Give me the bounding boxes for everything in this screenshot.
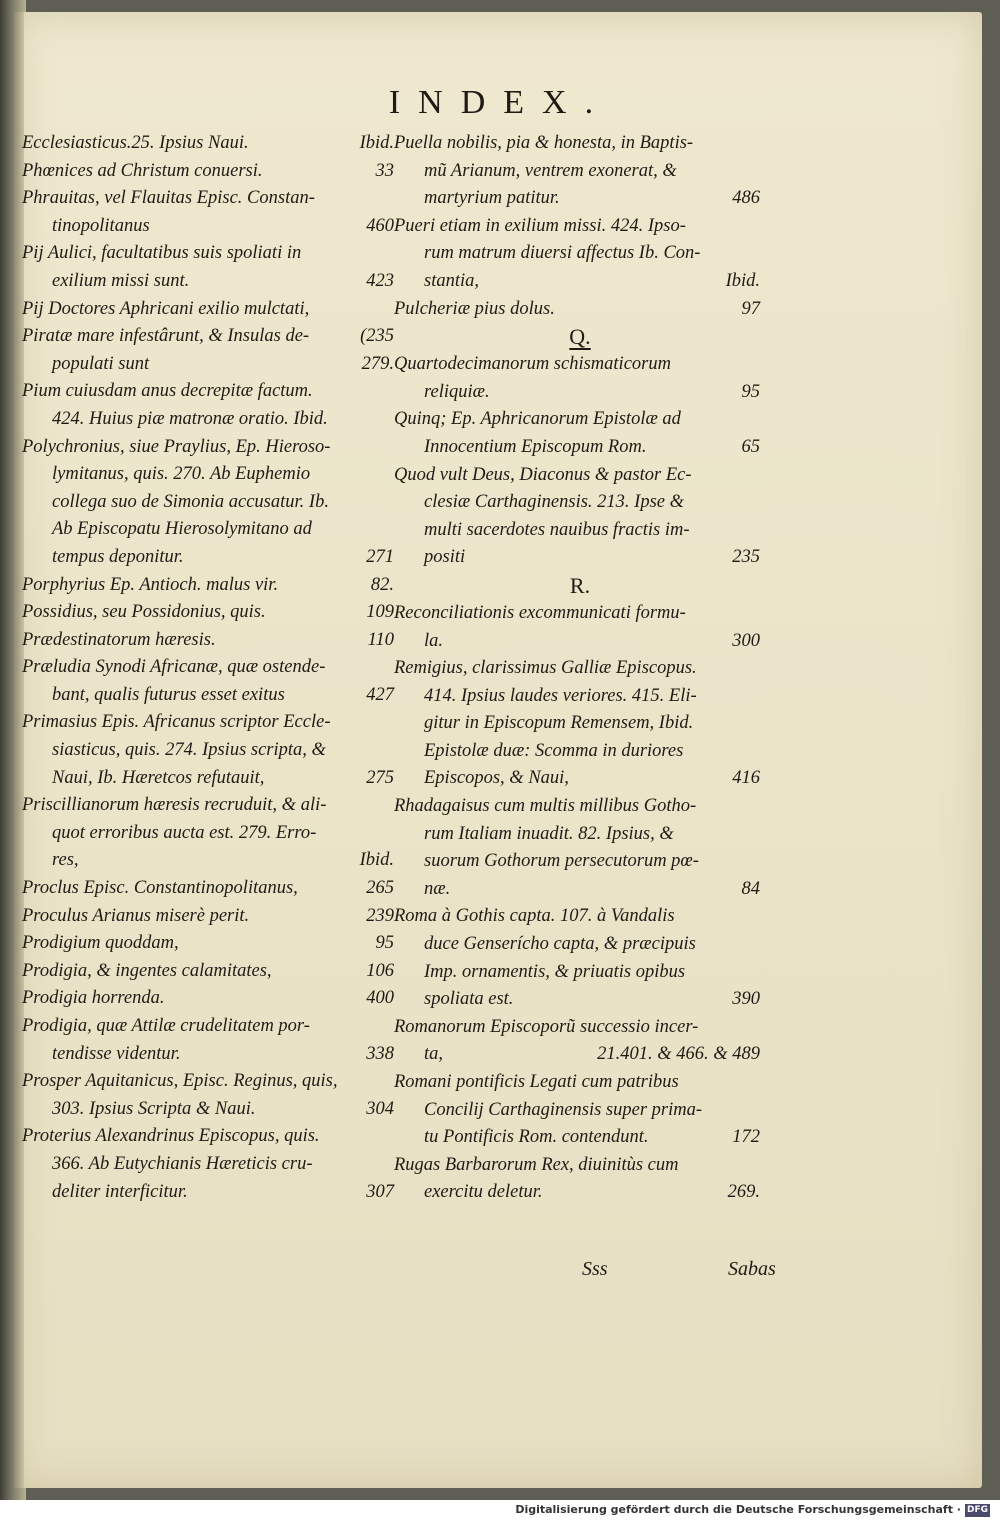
page-reference: 239 (366, 905, 394, 926)
entry-line (394, 489, 766, 517)
digitization-credit (0, 1503, 990, 1521)
entry-line (394, 517, 766, 545)
page-reference: 304 (366, 1098, 394, 1119)
section-letter: R. (569, 572, 591, 598)
index-entry (22, 240, 400, 295)
entry-text: Remigius, clarissimus Galliæ Episcopus. (394, 658, 697, 679)
entry-line (22, 599, 400, 627)
dfg-logo: DFG (966, 1504, 988, 1515)
entry-text: quot erroribus aucta est. 279. Erro- (52, 822, 317, 843)
entry-text: Possidius, seu Possidonius, quis. (22, 602, 266, 623)
entry-line (394, 158, 766, 186)
entry-line (22, 654, 400, 682)
index-entry (22, 930, 400, 958)
entry-text: ta, (424, 1044, 444, 1065)
signature-mark: Sss (582, 1258, 608, 1280)
entry-text: Porphyrius Ep. Antioch. malus vir. (22, 574, 279, 595)
entry-text: Prodigia, & ingentes calamitates, (22, 960, 272, 981)
index-entry (394, 296, 766, 324)
entry-text: Pij Aulici, facultatibus suis spoliati in (22, 243, 302, 264)
entry-text: multi sacerdotes nauibus fractis im- (424, 519, 690, 540)
entry-line (22, 461, 400, 489)
entry-text: Proterius Alexandrinus Episcopus, quis. (22, 1126, 320, 1147)
page-reference: 300 (732, 630, 760, 651)
page-reference: Ibid. (725, 270, 760, 291)
entry-text: Primasius Epis. Africanus scriptor Eccle- (22, 712, 331, 733)
entry-text: Rugas Barbarorum Rex, diuinitùs cum (394, 1154, 679, 1175)
page-reference: 307 (366, 1181, 394, 1202)
entry-text: Puella nobilis, pia & honesta, in Baptis- (394, 133, 694, 153)
entry-line (22, 1096, 400, 1124)
entry-line (22, 1179, 400, 1207)
entry-text: Episcopos, & Naui, (424, 768, 569, 789)
index-entry (22, 323, 400, 378)
entry-text: clesiæ Carthaginensis. 213. Ipse & (424, 492, 685, 513)
entry-line (394, 1179, 766, 1207)
entry-text: rum Italiam inuadit. 82. Ipsius, & (424, 823, 674, 844)
index-entry (22, 1013, 400, 1068)
page-footer-catchwords (0, 1258, 1000, 1288)
entry-text: exercitu deletur. (424, 1182, 543, 1203)
entry-line (394, 793, 766, 821)
entry-text: la. (424, 630, 444, 651)
entry-text: duce Genserícho capta, & præcipuis (424, 934, 696, 955)
entry-line (394, 1041, 766, 1069)
index-entry (394, 406, 766, 461)
entry-line (394, 268, 766, 296)
entry-text: Roma à Gothis capta. 107. à Vandalis (394, 906, 675, 927)
entry-line (394, 628, 766, 656)
entry-line (394, 213, 766, 241)
page-reference: 265 (366, 878, 394, 899)
entry-line (394, 130, 766, 158)
entry-text: Reconciliationis excommunicati formu- (394, 602, 686, 623)
entry-text: Innocentium Episcopum Rom. (424, 436, 647, 457)
index-entry (394, 1069, 766, 1152)
entry-line (394, 185, 766, 213)
entry-text: Piratæ mare infestârunt, & Insulas de- (22, 326, 310, 347)
entry-line (394, 296, 766, 324)
entry-line (394, 379, 766, 407)
entry-text: Pueri etiam in exilium missi. 424. Ipso- (394, 215, 686, 236)
page-reference: 416 (732, 768, 760, 789)
page-reference: 21.401. & 466. & 489 (597, 1044, 760, 1065)
index-entry (394, 462, 766, 572)
entry-text: Pij Doctores Aphricani exilio mulctati, (22, 298, 310, 319)
entry-line (22, 903, 400, 931)
entry-text: siasticus, quis. 274. Ipsius scripta, & (52, 740, 326, 761)
page-reference: 235 (732, 547, 760, 568)
entry-line (22, 185, 400, 213)
index-entry (394, 1014, 766, 1069)
entry-line (394, 765, 766, 793)
entry-text: Ab Episcopatu Hierosolymitano ad (52, 519, 312, 540)
index-entry (22, 958, 400, 986)
entry-text: 366. Ab Eutychianis Hæreticis cru- (52, 1153, 313, 1174)
index-entry (22, 903, 400, 931)
entry-text: 414. Ipsius laudes veriores. 415. Eli- (424, 685, 697, 706)
entry-text: stantia, (424, 270, 479, 291)
page-reference: 486 (732, 188, 760, 209)
entry-text: tendisse videntur. (52, 1043, 181, 1064)
entry-line (22, 323, 400, 351)
entry-line (394, 434, 766, 462)
page-reference: 110 (367, 629, 394, 650)
entry-text: res, (52, 850, 79, 871)
entry-text: lymitanus, quis. 270. Ab Euphemio (52, 464, 311, 485)
entry-text: suorum Gothorum persecutorum pœ- (424, 851, 699, 872)
index-entry (22, 1123, 400, 1206)
page-reference: 95 (741, 381, 760, 402)
entry-line (22, 572, 400, 600)
page-reference: Ibid. (359, 133, 394, 153)
entry-text: Rhadagaisus cum multis millibus Gotho- (394, 796, 697, 817)
entry-line (394, 1014, 766, 1042)
entry-line (22, 958, 400, 986)
entry-text: Polychronius, siue Praylius, Ep. Hieroso- (22, 436, 331, 457)
index-entry (22, 185, 400, 240)
entry-text: deliter interficitur. (52, 1181, 188, 1202)
index-entry (22, 130, 400, 158)
index-entry (22, 378, 400, 433)
index-entry (22, 627, 400, 655)
entry-text: næ. (424, 878, 451, 899)
entry-line (394, 655, 766, 683)
entry-line (22, 820, 400, 848)
entry-line (394, 738, 766, 766)
entry-text: mũ Arianum, ventrem exonerat, & (424, 160, 677, 181)
entry-line (22, 213, 400, 241)
entry-line (22, 268, 400, 296)
entry-line (394, 600, 766, 628)
entry-line (22, 1068, 400, 1096)
entry-line (22, 682, 400, 710)
entry-text: Prodigia, quæ Attilæ crudelitatem por- (22, 1016, 310, 1036)
entry-text: gitur in Episcopum Remensem, Ibid. (424, 713, 694, 734)
entry-text: Romani pontificis Legati cum patribus (394, 1072, 679, 1092)
entry-text: tu Pontificis Rom. contendunt. (424, 1127, 649, 1148)
page-reference: 269. (727, 1182, 760, 1203)
running-head: INDEX. (388, 84, 612, 121)
entry-text: Phœnices ad Christum conuersi. (22, 160, 263, 181)
page-reference: 33 (375, 160, 394, 181)
entry-line (394, 351, 766, 379)
entry-text: exilium missi sunt. (52, 270, 190, 291)
entry-text: Præludia Synodi Africanæ, quæ ostende- (22, 657, 326, 678)
entry-line (394, 1152, 766, 1180)
entry-line (394, 240, 766, 268)
entry-line (394, 710, 766, 738)
entry-text: populati sunt (52, 353, 150, 374)
index-entry (394, 213, 766, 296)
entry-text: Quod vult Deus, Diaconus & pastor Ec- (394, 464, 692, 485)
entry-line (22, 1013, 400, 1041)
entry-line (22, 130, 400, 158)
index-entry (22, 158, 400, 186)
entry-text: tempus deponitur. (52, 546, 184, 567)
page-reference: 172 (732, 1127, 760, 1148)
entry-line (22, 1151, 400, 1179)
entry-text: Pium cuiusdam anus decrepitæ factum. (22, 381, 313, 402)
entry-line (394, 462, 766, 490)
page-reference: Ibid. (359, 850, 394, 871)
index-column-right (394, 130, 766, 1207)
entry-text: Naui, Ib. Hæretcos refutauit, (52, 767, 265, 788)
entry-text: bant, qualis futurus esset exitus (52, 684, 285, 705)
entry-line (394, 406, 766, 434)
page-reference: 338 (366, 1043, 394, 1064)
entry-text: Phrauitas, vel Flauitas Episc. Constan- (22, 188, 315, 209)
index-entry (394, 1152, 766, 1207)
entry-line (394, 986, 766, 1014)
page-reference: 271 (366, 546, 394, 567)
index-entry (22, 875, 400, 903)
page-reference: 109 (366, 602, 394, 623)
index-entry (22, 709, 400, 792)
entry-line (394, 903, 766, 931)
page-reference: 279. (361, 353, 394, 374)
entry-text: Prodigia horrenda. (22, 988, 165, 1009)
entry-text: Imp. ornamentis, & priuatis opibus (424, 961, 686, 982)
entry-text: Proculus Arianus miserè perit. (22, 905, 250, 926)
entry-line (22, 1123, 400, 1151)
entry-line (394, 848, 766, 876)
page-reference: 400 (366, 988, 394, 1009)
index-entry (22, 654, 400, 709)
entry-text: positi (424, 547, 466, 568)
index-entry (394, 903, 766, 1013)
entry-line (22, 544, 400, 572)
page-reference: 460 (366, 215, 394, 236)
entry-text: Proclus Episc. Constantinopolitanus, (22, 878, 298, 899)
entry-text: Ecclesiasticus.25. Ipsius Naui. (22, 133, 249, 153)
entry-text: Prædestinatorum hæresis. (22, 629, 216, 650)
entry-text: Quartodecimanorum schismaticorum (394, 354, 671, 375)
page-reference: 97 (741, 298, 760, 319)
entry-text: Pulcheriæ pius dolus. (394, 298, 555, 319)
index-entry (394, 351, 766, 406)
entry-line (394, 959, 766, 987)
entry-text: Concilij Carthaginensis super prima- (424, 1099, 703, 1120)
entry-text: 424. Huius piæ matronæ oratio. Ibid. (52, 408, 328, 429)
entry-text: rum matrum diuersi affectus Ib. Con- (424, 243, 701, 264)
page-reference: 275 (366, 767, 394, 788)
page-reference: 106 (366, 960, 394, 981)
page-reference: 95 (375, 933, 394, 954)
entry-text: Epistolæ duæ: Scomma in duriores (424, 740, 684, 761)
entry-text: Quinq; Ep. Aphricanorum Epistolæ ad (394, 409, 681, 430)
index-entry (22, 792, 400, 875)
catchword: Sabas (728, 1258, 776, 1280)
entry-line (22, 296, 400, 324)
entry-text: spoliata est. (424, 989, 514, 1010)
entry-text: Prodigium quoddam, (22, 933, 179, 954)
entry-line (22, 406, 400, 434)
entry-line (22, 434, 400, 462)
entry-line (22, 158, 400, 186)
entry-line (22, 792, 400, 820)
index-entry (22, 985, 400, 1013)
index-entry (22, 572, 400, 600)
index-entry (394, 600, 766, 655)
page-reference: 65 (741, 436, 760, 457)
entry-line (394, 683, 766, 711)
entry-line (22, 627, 400, 655)
entry-text: Priscillianorum hæresis recruduit, & ali- (22, 795, 327, 816)
index-entry (22, 434, 400, 572)
index-column-left (22, 130, 400, 1206)
entry-line (22, 985, 400, 1013)
entry-line (394, 1124, 766, 1152)
index-entry (394, 130, 766, 213)
credit-text: Digitalisierung gefördert durch die Deutsche Forschungsgemeinschaft · (515, 1503, 961, 1516)
page-reference: 82. (370, 574, 394, 595)
entry-line (22, 847, 400, 875)
index-entry (22, 599, 400, 627)
entry-line (22, 875, 400, 903)
entry-line (394, 544, 766, 572)
entry-text: Romanorum Episcoporũ successio incer- (394, 1016, 699, 1037)
entry-line (22, 378, 400, 406)
entry-line (22, 1041, 400, 1069)
index-entry (394, 655, 766, 793)
entry-line (22, 489, 400, 517)
section-letter: Q. (569, 324, 591, 350)
page-reference: 84 (741, 878, 760, 899)
entry-line (394, 821, 766, 849)
entry-line (394, 876, 766, 904)
entry-text: 303. Ipsius Scripta & Naui. (52, 1098, 256, 1119)
entry-line (394, 931, 766, 959)
entry-text: collega suo de Simonia accusatur. Ib. (52, 491, 329, 512)
entry-text: tinopolitanus (52, 215, 150, 236)
entry-line (22, 709, 400, 737)
entry-line (394, 1097, 766, 1125)
entry-line (22, 930, 400, 958)
entry-text: reliquiæ. (424, 381, 490, 402)
page-reference: (235 (360, 326, 394, 347)
index-entry (22, 1068, 400, 1123)
entry-line (22, 516, 400, 544)
entry-line (22, 351, 400, 379)
index-entry (394, 793, 766, 903)
page-reference: 427 (366, 684, 394, 705)
entry-line (394, 1069, 766, 1097)
entry-text: Prosper Aquitanicus, Episc. Reginus, quis, (22, 1071, 338, 1092)
entry-line (22, 737, 400, 765)
page-reference: 423 (366, 270, 394, 291)
entry-line (22, 765, 400, 793)
page-reference: 390 (732, 989, 760, 1010)
entry-line (22, 240, 400, 268)
entry-text: martyrium patitur. (424, 188, 560, 209)
